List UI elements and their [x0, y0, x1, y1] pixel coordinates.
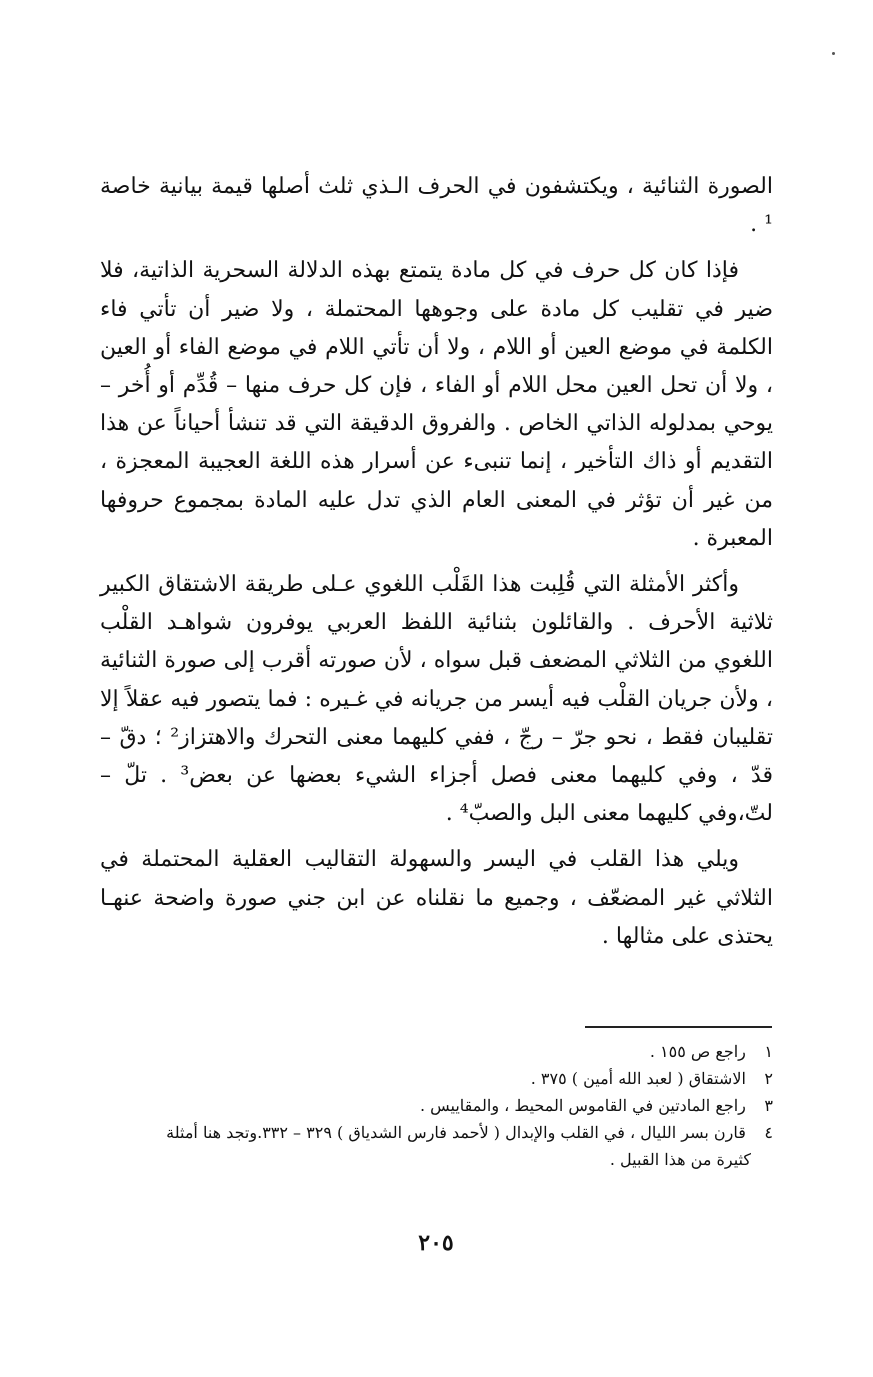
scan-speck — [832, 52, 835, 55]
footnote-1 — [100, 1038, 773, 1065]
footnote-text: قارن بسر الليال ، في القلب والإبدال ( لأحمد فارس الشدياق ) ٣٢٩ – ٣٣٢.وتجد هنا أمثلة — [166, 1123, 746, 1142]
paragraph-1: الصورة الثنائية ، ويكتشفون في الحرف الـذي ثلث أصلها قيمة بيانية خاصة ¹ . — [100, 174, 773, 238]
footnotes-divider — [585, 1026, 772, 1028]
footnote-text: الاشتقاق ( لعبد الله أمين ) ٣٧٥ . — [530, 1069, 746, 1088]
footnote-number: ١ — [764, 1042, 773, 1061]
footnote-text: راجع ص ١٥٥ . — [649, 1042, 746, 1061]
paragraph-4: ويلي هذا القلب في اليسر والسهولة التقاليب العقلية المحتملة في الثلاثي غير المضعّف ، وجميع ما نقلناه عن ابن جني صورة واضحة عنهـا يحتذى على مثالها . — [100, 847, 773, 949]
footnote-4-continuation: كثيرة من هذا القبيل . — [609, 1150, 751, 1169]
paragraph-2: فإذا كان كل حرف في كل مادة يتمتع بهذه الدلالة السحرية الذاتية، فلا ضير في تقليب كل مادة على وجوهها المحتملة ، ولا ضير أن تأتي فاء الكلمة في موضع العين أو اللام ، ولا أن تأتي اللام في موضع الفاء أو العين ، ولا أن تحل العين محل اللام أو الفاء ، فإن كل حرف منها – قُدِّم أو أُخر – يوحي بمدلوله الذاتي الخاص . والفروق الدقيقة التي قد تنشأ أحياناً عن هذا التقديم أو ذاك التأخير ، إنما تنبىء عن أسرار هذه اللغة العجيبة المعجزة ، من غير أن تؤثر في المعنى العام الذي تدل عليه المادة بمجموع حروفها المعبرة . — [100, 258, 773, 551]
main-text — [100, 168, 773, 964]
page-number: ٢٠٥ — [418, 1230, 454, 1256]
footnote-number: ٣ — [764, 1096, 773, 1115]
footnote-text: راجع المادتين في القاموس المحيط ، والمقاييس . — [419, 1096, 746, 1115]
footnote-3 — [100, 1092, 773, 1119]
footnote-number: ٢ — [764, 1069, 773, 1088]
paragraph-3: وأكثر الأمثلة التي قُلِبت هذا القَلْب اللغوي عـلى طريقة الاشتقاق الكبير ثلاثية الأحرف . والقائلون بثنائية اللفظ العربي يوفرون شواهـد القلْب اللغوي من الثلاثي المضعف قبل سواه ، لأن صورته أقرب إلى صورة الثنائية ، ولأن جريان القلْب فيه أيسر من جريانه في غـيره : فما يتصور فيه عقلاً إلا تقليبان فقط ، نحو جرّ – رجّ ، ففي كليهما معنى التحرك والاهتزاز² ؛ دقّ – قدّ ، وفي كليهما معنى فصل أجزاء الشيء بعضها عن بعض³ . تلّ – لتّ،وفي كليهما معنى البل والصبّ⁴ . — [100, 572, 773, 827]
footnotes — [100, 1038, 773, 1173]
footnote-2 — [100, 1065, 773, 1092]
footnote-number: ٤ — [764, 1123, 773, 1142]
footnote-4 — [100, 1119, 773, 1146]
